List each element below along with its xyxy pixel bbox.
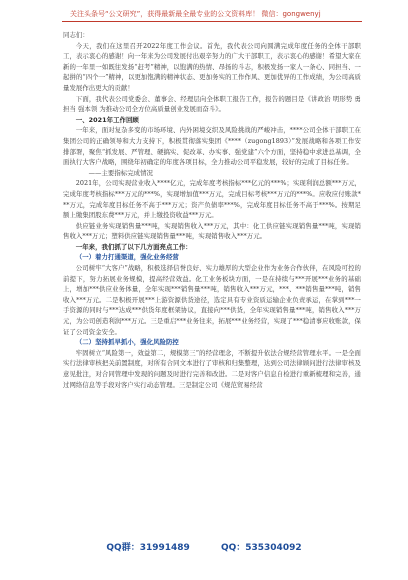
body-paragraph: 2021年，公司实现营业收入****亿元，完成年度考核指标***亿元的***%；实现利润总额***万元，完成年度考核指标***万元的***%，实现增加值***万元，完成目标考核***万元的***%。应收应付账款***万元，完成年度目标任务不高于***万元；资产负债率***%，完成年度目标任务不高于***%。按期足额上缴集团股东费***万元，并上缴投资收益***万元。 xyxy=(63,179,361,220)
section-note: ——主要指标完成情况 xyxy=(88,168,153,177)
body-paragraph: 一年来，面对复杂多变的市场环境、内外困境交织及风险挑战的严峻冲击，****公司全体干部职工在集团公司的正确领导和大力支持下，积极贯彻落实集团《****（zugong1893）”发展战略和各项工作安排部署，聚焦“抓发展、严管理、硬搞实、促改革、办实事、强党建”六个方面，坚持稳中求进总基调，全面执行大客户战略，围绕年初确定的年度各项目标，全力推动公司平稳发展，较好的完成了目标任务。 xyxy=(63,126,361,167)
body-paragraph: 今天，我们在这里召开2022年度工作会议。首先，我代表公司向圆满完成年度任务的全体干部职工，表示衷心的感谢！向一年来为公司发展付出艰辛努力的广大干部职工，表示衷心的感谢！希望大家在新的一年里一如既往发扬“赶考”精神，以饱满的热情、昂扬的斗志，积极发扬一家人一条心、同担当、一起拼的“四个一”精神，以更加饱满的精神状态、更加务实的工作作风、更加优异的工作成绩，为公司高质量发展作出更大的贡献！ xyxy=(63,41,361,92)
footer-qq-group: QQ群：31991489 xyxy=(106,543,190,553)
section-heading: 一、2021年工作回顾 xyxy=(75,115,139,124)
body-paragraph: 下面，我代表公司党委会、董事会、经理层向全体职工报告工作，报告的题目是《讲政治 明形势 勇担当 强本领 为推动公司全方位高质量创业发展而奋斗》。 xyxy=(63,94,361,114)
footer-qq: QQ：535304092 xyxy=(220,543,302,553)
body-paragraph: 牢固树立“风险第一，效益第二，规模第三”的经营理念，不断提升依法合规经营管理水平。一是全面实行法律审核把关前置制度，对所有合同文本进行了审核和归集整理，达到公司法律顾问进行法律审核及意见批注，对合同管理中发现的问题及时进行完善和改进。二是对客户信息自检进行重新梳理和完善，通过网络信息等手段对客户实行动态管理。三是制定公司《规范贸易经营 xyxy=(63,348,361,389)
header-divider xyxy=(62,21,362,22)
document-body xyxy=(63,30,361,390)
footer xyxy=(0,540,408,553)
section-heading: 一年来，我们抓了以下几方面亮点工作： xyxy=(75,242,192,251)
subsection-heading: （二）坚持抓早抓小，强化风险防控 xyxy=(75,338,179,347)
subsection-heading: （一）着力打通渠道，强化业务经营 xyxy=(75,253,179,262)
header-banner: 关注头条号“公文研究”，获得最新最全最专业的公文资料库！ 微信：gongwenyj xyxy=(70,10,321,18)
body-paragraph: 公司树牢“大客户”战略，积极选择信誉良好、实力雄厚的大型企业作为业务合作伙伴，在风险可控的前提下，努力拓展业务规模，提高经营效益。化工业务板块方面，一是在持续与***开展***业务的基础上，增加***供应业务体量，全年实现***销售量***吨，销售收入***万元，***、***销售量***吨，销售收入***万元。二是积极开展***上游资源供货途径，选定具有专业资质运输企业负责承运，在掌到***一手资源的同时与***达成***供货年度框架协议，直接向***供货，全年实现销售量***吨，销售收入***万元，为公司创造利润***万元。三是重启***业务往来，拓展***业务经营，实现了***稳清事应收账款，保证了公司资金安全。 xyxy=(63,264,361,336)
salutation: 同志们： xyxy=(63,31,89,39)
body-paragraph: 供应链业务实现销售量***吨，实现销售收入***万元，其中：化工供应链实现销售量***吨，实现销售收入***万元；塑料供应链实现销售量***吨，实现销售收入***万元。 xyxy=(63,221,361,241)
